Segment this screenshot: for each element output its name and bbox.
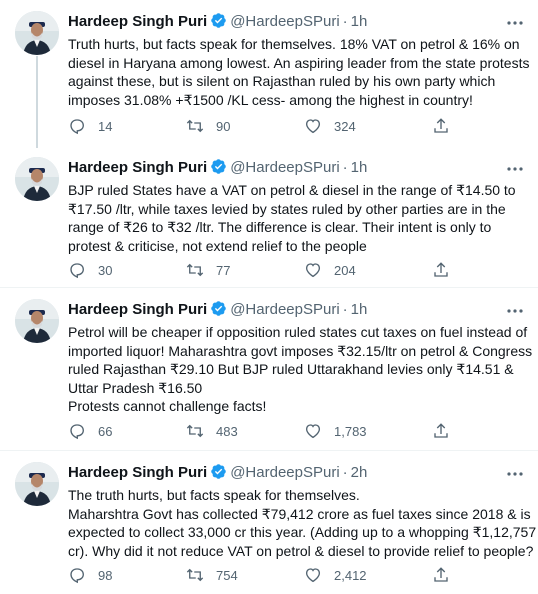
tweet-text-line: imported liquor! Maharashtra govt imposes ₹32.15/ltr on petrol & Congress — [68, 342, 533, 359]
avatar[interactable] — [15, 157, 59, 201]
reply-button[interactable] — [68, 565, 112, 585]
retweet-button[interactable] — [186, 565, 238, 585]
tweet-actions — [68, 421, 468, 441]
tweet-actions — [68, 565, 468, 585]
tweet-actions — [68, 260, 468, 280]
tweet-header — [68, 158, 367, 178]
like-icon — [304, 422, 322, 440]
more-options-icon[interactable] — [506, 304, 524, 316]
tweet-text-line: ₹17.50 /ltr, while taxes levied by states ruled by other parties are in the — [68, 200, 506, 217]
verified-badge-icon — [210, 463, 227, 486]
tweet-text-line: The truth hurts, but facts speak for themselves. — [68, 487, 360, 503]
share-icon — [432, 117, 450, 135]
reply-icon — [68, 117, 86, 135]
like-count: 204 — [334, 262, 356, 278]
retweet-icon — [186, 422, 204, 440]
reply-count: 30 — [98, 262, 113, 278]
share-icon — [432, 261, 450, 279]
like-count: 1,783 — [334, 423, 367, 439]
reply-button[interactable] — [68, 421, 112, 441]
like-icon — [304, 261, 322, 279]
tweet-text-line: Protests cannot challenge facts! — [68, 398, 267, 414]
reply-icon — [68, 422, 86, 440]
more-options-icon[interactable] — [506, 16, 524, 28]
like-button[interactable] — [304, 565, 367, 585]
author-name[interactable]: Hardeep Singh Puri — [68, 301, 208, 318]
tweet-text-line: protest & criticise, not extend relief to the people — [68, 237, 367, 254]
share-icon — [432, 566, 450, 584]
tweet-header — [68, 12, 367, 32]
tweet-text-line: ruled Rajasthan ₹29.10 But BJP ruled Uttarakhand levies only ₹14.51 & — [68, 361, 514, 377]
more-options-icon[interactable] — [506, 162, 524, 174]
like-button[interactable] — [304, 421, 367, 441]
retweet-icon — [186, 117, 204, 135]
avatar-image — [15, 157, 59, 201]
share-button[interactable] — [432, 421, 450, 441]
tweet-actions — [68, 116, 468, 136]
timestamp[interactable]: 1h — [350, 13, 368, 30]
share-icon — [432, 422, 450, 440]
avatar[interactable] — [15, 462, 59, 506]
tweet-text-line: Maharshtra Govt has collected ₹79,412 crore as fuel taxes since 2018 & is — [68, 505, 531, 522]
tweet-text-line: Petrol will be cheaper if opposition ruled states cut taxes on fuel instead of — [68, 324, 528, 340]
thread-connector — [36, 56, 38, 148]
retweet-button[interactable] — [186, 421, 238, 441]
retweet-button[interactable] — [186, 260, 230, 280]
more-options-icon[interactable] — [506, 467, 524, 479]
reply-icon — [68, 566, 86, 584]
tweet-header — [68, 463, 367, 483]
reply-button[interactable] — [68, 116, 112, 136]
like-count: 324 — [334, 118, 356, 134]
like-button[interactable] — [304, 260, 356, 280]
tweet-text-line: Truth hurts, but facts speak for themselves. 18% VAT on petrol & 16% on — [68, 36, 520, 52]
share-button[interactable] — [432, 116, 450, 136]
separator-dot: · — [342, 159, 348, 176]
tweet-text-line: imposes 31.08% +₹1500 /KL cess- among the highest in country! — [68, 91, 473, 108]
reply-count: 98 — [98, 567, 113, 583]
tweet-header — [68, 300, 367, 320]
reply-button[interactable] — [68, 260, 112, 280]
tweet-text — [68, 323, 533, 416]
tweet-1[interactable] — [0, 0, 538, 148]
tweet-text — [68, 486, 537, 560]
tweet-text — [68, 181, 528, 255]
avatar[interactable] — [15, 11, 59, 55]
tweet-3[interactable] — [0, 288, 538, 449]
tweet-text-line: expected to collect 33,000 cr this year. (Adding up to a whopping ₹1,12,757 — [68, 524, 537, 540]
like-icon — [304, 117, 322, 135]
author-name[interactable]: Hardeep Singh Puri — [68, 464, 208, 481]
tweet-4[interactable] — [0, 451, 538, 594]
tweet-text-line: Uttar Pradesh ₹16.50 — [68, 379, 203, 396]
author-name[interactable]: Hardeep Singh Puri — [68, 13, 208, 30]
author-handle[interactable]: @HardeepSPuri — [230, 159, 340, 176]
author-name[interactable]: Hardeep Singh Puri — [68, 159, 208, 176]
separator-dot: · — [342, 464, 348, 481]
retweet-button[interactable] — [186, 116, 230, 136]
avatar-image — [15, 299, 59, 343]
retweet-count: 483 — [216, 423, 238, 439]
tweet-text — [68, 35, 528, 109]
tweet-text-line: BJP ruled States have a VAT on petrol & diesel in the range of ₹14.50 to — [68, 182, 516, 198]
avatar-image — [15, 11, 59, 55]
retweet-count: 754 — [216, 567, 238, 583]
share-button[interactable] — [432, 565, 450, 585]
tweet-2[interactable] — [0, 146, 538, 286]
reply-count: 66 — [98, 423, 113, 439]
like-icon — [304, 566, 322, 584]
share-button[interactable] — [432, 260, 450, 280]
author-handle[interactable]: @HardeepSPuri — [230, 464, 340, 481]
verified-badge-icon — [210, 300, 227, 323]
tweet-text-line: range of ₹26 to ₹32 /ltr. The difference is clear. Their intent is only to — [68, 219, 492, 235]
verified-badge-icon — [210, 158, 227, 181]
author-handle[interactable]: @HardeepSPuri — [230, 13, 340, 30]
reply-count: 14 — [98, 118, 113, 134]
retweet-count: 90 — [216, 118, 231, 134]
tweet-text-line: diesel in Haryana among lowest. An aspiring leader from the state protests — [68, 54, 530, 71]
timestamp[interactable]: 1h — [350, 301, 368, 318]
timestamp[interactable]: 1h — [350, 159, 368, 176]
reply-icon — [68, 261, 86, 279]
retweet-count: 77 — [216, 262, 231, 278]
avatar-image — [15, 462, 59, 506]
tweet-text-line: against these, but is silent on Rajasthan ruled by his own party which — [68, 73, 496, 89]
retweet-icon — [186, 261, 204, 279]
timestamp[interactable]: 2h — [350, 464, 368, 481]
avatar[interactable] — [15, 299, 59, 343]
verified-badge-icon — [210, 12, 227, 35]
author-handle[interactable]: @HardeepSPuri — [230, 301, 340, 318]
tweet-text-line: cr). Why did it not reduce VAT on petrol & diesel to provide relief to people? — [68, 542, 534, 559]
like-count: 2,412 — [334, 567, 367, 583]
separator-dot: · — [342, 301, 348, 318]
like-button[interactable] — [304, 116, 356, 136]
retweet-icon — [186, 566, 204, 584]
separator-dot: · — [342, 13, 348, 30]
